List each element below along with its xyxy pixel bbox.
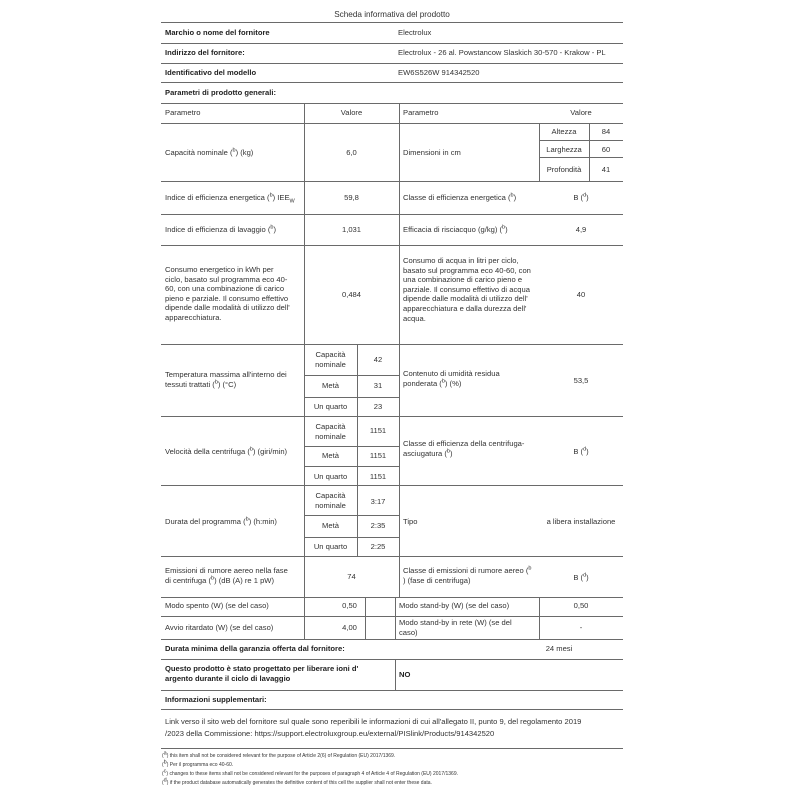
network-standby-label: Modo stand-by in rete (W) (se del caso) xyxy=(399,618,512,637)
divider xyxy=(161,63,623,64)
warranty-label: Durata minima della garanzia offerta dal fornitore: xyxy=(165,644,345,653)
height-value: 84 xyxy=(601,127,611,136)
spin-speed-label: Velocità della centrifuga ($^b$) (giri/min) xyxy=(165,446,288,456)
divider xyxy=(161,556,623,557)
capacity-label: Capacità nominale ($^b$) (kg) xyxy=(165,147,254,157)
washing-index-label: Indice di efficienza di lavaggio ($^b$) xyxy=(165,224,276,234)
brand-value: Electrolux xyxy=(398,28,432,37)
divider xyxy=(161,597,623,598)
footnote: ($^b$) Per il programma eco 40-60. xyxy=(162,759,234,768)
noise-class-value: B ($^d$) xyxy=(573,572,589,582)
divider xyxy=(161,22,623,23)
silver-ions-label: Questo prodotto è stato progettato per liberare ioni d' argento durante il ciclo di lavaggio xyxy=(165,664,359,683)
page-title: Scheda informativa del prodotto xyxy=(334,10,450,19)
moisture-label: Contenuto di umidità residua ponderata ($^b$) (%) xyxy=(403,369,500,388)
standby-value: 0,50 xyxy=(573,601,589,610)
supplier-website-link[interactable]: Link verso il sito web del fornitore sul quale sono reperibili le informazioni di cui all'allegato II, punto 9, del regolamento 2019 /2023 della Commissione: https://support.electroluxgroup.eu/external/PISlink/Products/914342520 xyxy=(165,717,582,738)
width-label: Larghezza xyxy=(546,145,582,154)
col-header-value: Valore xyxy=(340,108,363,117)
spin-speed-sub-label: Un quarto xyxy=(313,472,348,481)
model-label: Identificativo del modello xyxy=(165,68,257,77)
energy-class-value: B ($^d$) xyxy=(573,192,589,202)
standby-label: Modo stand-by (W) (se del caso) xyxy=(399,601,510,610)
duration-sub-value: 3:17 xyxy=(370,497,386,506)
footnote: ($^a$) this item shall not be considered relevant for the purpose of Article 2(6) of Regulation (EU) 2017/1369. xyxy=(162,750,396,759)
warranty-value: 24 mesi xyxy=(545,644,573,653)
energy-consumption-value: 0,484 xyxy=(341,290,361,299)
energy-class-label: Classe di efficienza energetica ($^b$) xyxy=(403,192,517,202)
eei-label: Indice di efficienza energetica ($^b$) $IEE_W$ xyxy=(165,192,295,205)
divider xyxy=(161,748,623,749)
divider xyxy=(161,690,623,691)
duration-sub-label: Capacità nominale xyxy=(315,491,346,510)
type-label: Tipo xyxy=(403,517,418,526)
divider xyxy=(161,103,623,104)
divider xyxy=(395,659,396,690)
divider xyxy=(161,659,623,660)
max-temp-sub-value: 31 xyxy=(373,381,383,390)
energy-consumption-label: Consumo energetico in kWh per ciclo, basato sul programma eco 40- 60, con una combinazione di carico pieno e parziale. Il consumo effettivo dipende dalle modalità di utilizzo dell' apparecchiatura. xyxy=(165,265,290,322)
divider xyxy=(161,181,623,182)
off-mode-label: Modo spento (W) (se del caso) xyxy=(165,601,269,610)
width-value: 60 xyxy=(601,145,611,154)
delay-start-label: Avvio ritardato (W) (se del caso) xyxy=(165,623,274,632)
off-mode-value: 0,50 xyxy=(342,601,357,610)
col-header-param: Parametro xyxy=(165,108,201,117)
footnote: ($^c$) changes to these items shall not be considered relevant for the purposes of paragraph 4 of Article 4 of Regulation (EU) 2017/1369. xyxy=(162,768,458,777)
col-header-value: Valore xyxy=(570,108,592,117)
divider xyxy=(539,140,623,141)
water-consumption-label: Consumo di acqua in litri per ciclo, basato sul programma eco 40-60, con una combinazione di carico pieno e parziale. Il consumo effettivo di acqua dipende dalle modalità di utilizzo dell' apparecchiatura e dalla durezza dell' acqua. xyxy=(403,256,531,323)
capacity-value: 6,0 xyxy=(346,148,357,157)
divider xyxy=(161,344,623,345)
duration-label: Durata del programma ($^b$) (h:min) xyxy=(165,516,277,526)
general-params-heading: Parametri di prodotto generali: xyxy=(165,88,276,97)
eei-value: 59,8 xyxy=(344,193,359,202)
spin-speed-sub-label: Capacità nominale xyxy=(315,422,346,441)
divider xyxy=(161,43,623,44)
spin-class-label: Classe di efficienza della centrifuga- asciugatura ($^b$) xyxy=(403,439,525,458)
divider xyxy=(161,485,623,486)
max-temp-sub-label: Un quarto xyxy=(313,402,348,411)
divider xyxy=(539,157,623,158)
divider xyxy=(161,123,623,124)
max-temp-sub-label: Metà xyxy=(322,381,339,390)
spin-speed-sub-value: 1151 xyxy=(369,472,387,481)
noise-value: 74 xyxy=(347,572,356,581)
divider xyxy=(395,597,396,639)
water-consumption-value: 40 xyxy=(576,290,586,299)
divider xyxy=(161,416,623,417)
divider xyxy=(161,214,623,215)
duration-sub-value: 2:35 xyxy=(370,521,386,530)
height-label: Altezza xyxy=(551,127,577,136)
max-temp-label: Temperatura massima all'interno dei tessuti trattati ($^b$) (°C) xyxy=(165,370,287,389)
divider xyxy=(399,103,400,597)
divider xyxy=(161,709,623,710)
divider xyxy=(161,245,623,246)
washing-index-value: 1,031 xyxy=(341,225,361,234)
spin-speed-sub-label: Metà xyxy=(322,451,339,460)
spin-class-value: B ($^d$) xyxy=(573,446,589,456)
brand-label: Marchio o nome del fornitore xyxy=(165,28,270,37)
divider xyxy=(304,515,399,516)
rinsing-value: 4,9 xyxy=(575,225,587,234)
duration-sub-value: 2:25 xyxy=(370,542,386,551)
spin-speed-sub-value: 1151 xyxy=(369,451,387,460)
model-value: EW6S526W 914342520 xyxy=(398,68,480,77)
rinsing-label: Efficacia di risciacquo (g/kg) ($^b$) xyxy=(403,224,508,234)
duration-sub-label: Metà xyxy=(322,521,339,530)
address-label: Indirizzo del fornitore: xyxy=(165,48,245,57)
additional-info-heading: Informazioni supplementari: xyxy=(165,695,267,704)
network-standby-value: - xyxy=(579,623,583,632)
spin-speed-sub-value: 1151 xyxy=(369,426,387,435)
divider xyxy=(161,82,623,83)
moisture-value: 53,5 xyxy=(573,376,589,385)
noise-class-label: Classe di emissioni di rumore aereo ($^b$ ) (fase di centrifuga) xyxy=(403,565,532,585)
depth-value: 41 xyxy=(601,165,611,174)
divider xyxy=(304,466,399,467)
silver-ions-value: NO xyxy=(399,670,411,679)
dimensions-label: Dimensioni in cm xyxy=(403,148,461,157)
footnote: ($^d$) if the product database automatically generates the definitive content of this cell the supplier shall not enter these data. xyxy=(162,777,432,786)
divider xyxy=(161,639,623,640)
depth-label: Profondità xyxy=(546,165,582,174)
divider xyxy=(304,537,399,538)
divider xyxy=(161,616,623,617)
max-temp-sub-value: 42 xyxy=(373,355,383,364)
divider xyxy=(304,397,399,398)
noise-label: Emissioni di rumore aereo nella fase di centrifuga ($^b$) (dB (A) re 1 pW) xyxy=(165,566,288,585)
max-temp-sub-value: 23 xyxy=(373,402,383,411)
delay-start-value: 4,00 xyxy=(342,623,357,632)
divider xyxy=(304,446,399,447)
type-value: a libera installazione xyxy=(546,517,616,526)
duration-sub-label: Un quarto xyxy=(313,542,348,551)
col-header-param: Parametro xyxy=(403,108,439,117)
max-temp-sub-label: Capacità nominale xyxy=(315,350,346,369)
address-value: Electrolux - 26 al. Powstancow Slaskich 30-570 - Krakow - PL xyxy=(398,48,606,57)
divider xyxy=(304,375,399,376)
